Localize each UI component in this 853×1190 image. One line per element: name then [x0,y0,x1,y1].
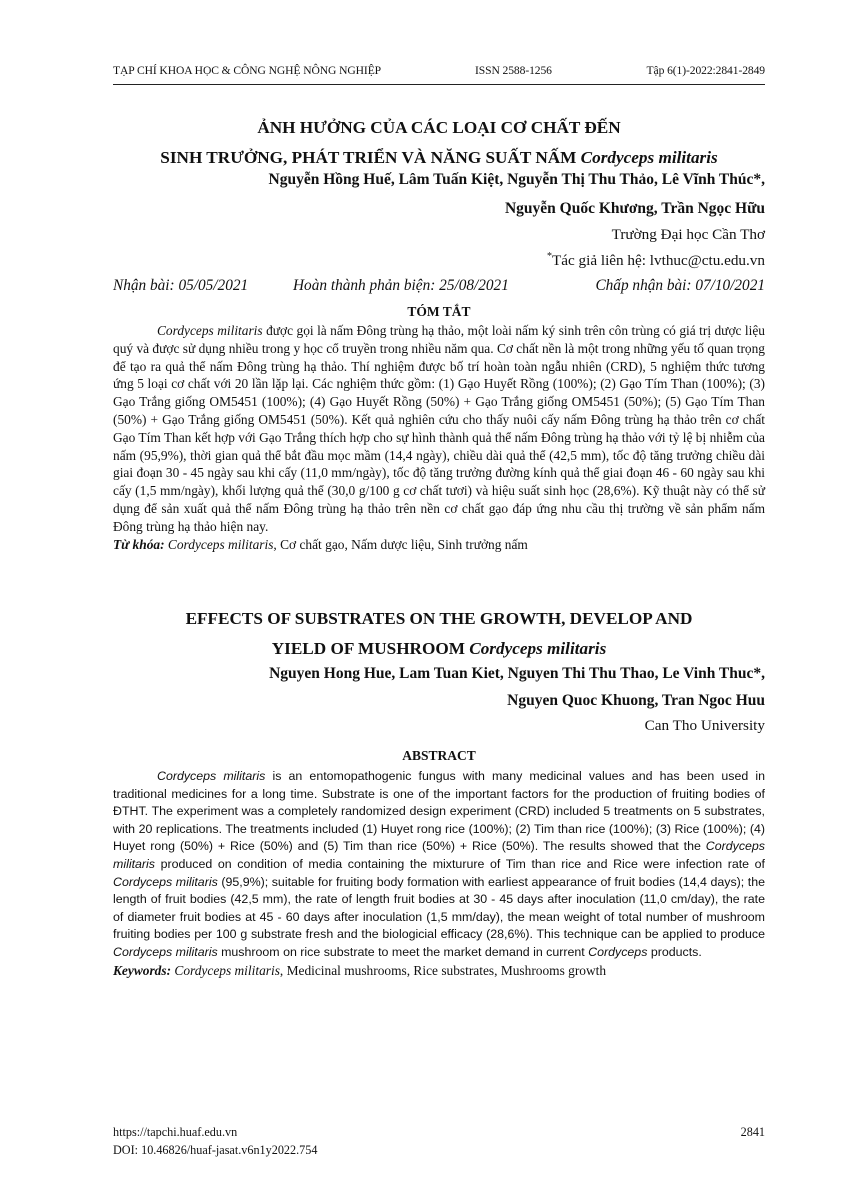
vi-keywords-label: Từ khóa: [113,536,165,552]
corresponding-mark: * [546,251,552,262]
abstract-text-5: products. [647,944,702,959]
corresponding-text: Tác giả liên hệ: lvthuc@ctu.edu.vn [551,252,765,270]
vi-summary [113,322,765,553]
journal-url[interactable]: https://tapchi.huaf.edu.vn [113,1125,238,1139]
en-title-line2-text: YIELD OF MUSHROOM [271,639,470,658]
en-authors-line2: Nguyen Quoc Khuong, Tran Ngoc Huu [507,692,765,709]
abstract-species-4: Cordyceps militaris [113,944,218,959]
issn: ISSN 2588-1256 [475,64,552,77]
summary-heading: TÓM TẮT [407,304,471,319]
abstract-text-1: is an entomopathogenic fungus with many medicinal values and has been used in traditional medicines for a long time. Substrate is one of the important factors for the production of fruiting bodies of ĐTHT. The experiment was a completely randomized design experiment (CRD) included 5 treatments on 5 substrates, with 20 replications. The treatments included (1) Huyet rong rice (100%); (2) Tim than rice (100%); (3) Rice (100%); (4) Huyet rong (50%) + Rice (50%) and (5) Tim than rice (50%) + Rice (50%). The results showed that the [113,769,766,854]
article-dates [113,277,765,299]
abstract-genus: Cordyceps [588,944,648,959]
vi-summary-species: Cordyceps militaris [157,323,263,338]
vi-title-line2 [113,143,765,173]
abstract-text-3: (95,9%); suitable for fruiting body formation with earliest appearance of fruit bodies (14,4 days); the length of fruit bodies (42,5 mm), the rate of length fruit bodies at 30 - 45 days after inoculation (11,0 cm/day), the rate of diameter fruit bodies at 45 - 60 days after inoculation (1,5 mm/day), the mean weight of total number of mushroom fruiting bodies per 100 g substrate fresh and the biologicial efficacy (28,6%). This technique can be applied to produce [113,874,766,942]
vi-authors-line1: Nguyễn Hồng Huế, Lâm Tuấn Kiệt, Nguyễn Thị Thu Thảo, Lê Vĩnh Thúc*, [268,171,765,188]
journal-name: TẠP CHÍ KHOA HỌC & CÔNG NGHỆ NÔNG NGHIỆP [113,64,382,77]
en-title-species: Cordyceps militaris [469,639,607,658]
abstract-species-3: Cordyceps militaris [113,874,218,889]
revised-date [293,277,509,295]
en-abstract [113,768,765,979]
volume-pages: Tập 6(1)-2022:2841-2849 [646,64,765,77]
vi-keywords-rest: , Cơ chất gạo, Nấm dược liệu, Sinh trưởng nấm [273,536,528,552]
en-keywords [113,962,765,980]
doi[interactable]: DOI: 10.46826/huaf-jasat.v6n1y2022.754 [113,1143,318,1157]
abstract-text-4: mushroom on rice substrate to meet the market demand in current [217,944,589,959]
vi-summary-text: được gọi là nấm Đông trùng hạ thảo, một loài nấm ký sinh trên côn trùng có giá trị dược liệu quý và được sử dụng nhiều trong y học cổ truyền trong nhiều năm qua. Cơ chất nền là một trong những yếu tố quan trọng để tạo ra quả thể nấm Đông trùng hạ thảo. Thí nghiệm được bố trí hoàn toàn ngẫu nhiên (CRD), 5 nghiệm thức tương ứng 5 loại cơ chất với 20 lần lặp lại. Các nghiệm thức gồm: (1) Gạo Huyết Rồng (100%); (2) Gạo Tím Than (100%); (3) Gạo Trắng giống OM5451 (100%); (4) Gạo Huyết Rồng (50%) + Gạo Trắng giống OM5451 (50%); (5) Gạo Tím Than (50%) + Gạo Trắng giống OM5451 (50%). Kết quả nghiên cứu cho thấy nuôi cấy nấm Đông trùng hạ thảo trên cơ chất Gạo Tím Than kết hợp với Gạo Trắng thích hợp cho sự hình thành quả thể nấm Đông trùng hạ thảo với tỷ lệ bị nhiễm của nấm (95,9%), thời gian quả thể bắt đầu mọc mầm (14,4 ngày), chiều dài quả thể (42,5 mm), tốc độ tăng trưởng chiều dài giai đoạn 30 - 45 ngày sau khi cấy (11,0 mm/ngày), tốc độ tăng trưởng đường kính quả thể giai đoạn 46 - 60 ngày sau khi cấy (1,5 mm/ngày), khối lượng quả thể (30,0 g/100 g cơ chất tươi) và hiệu suất sinh học (28,6%). Kỹ thuật này có thể sử dụng để sản xuất quả thể nấm Đông trùng hạ thảo trên nền cơ chất gạo đáp ứng nhu cầu thị trường về sản phẩm nấm Đông trùng hạ thảo hiện nay. [113,323,765,534]
corresponding-author [113,251,765,270]
page-number: 2841 [740,1125,765,1139]
vi-title-line1: ẢNH HƯỞNG CỦA CÁC LOẠI CƠ CHẤT ĐẾN [257,118,621,137]
vi-title-line2-text: SINH TRƯỞNG, PHÁT TRIỂN VÀ NĂNG SUẤT NẤM [160,148,581,167]
accepted-value: 07/10/2021 [695,277,765,294]
vi-summary-body [113,322,765,536]
abstract-species-2: Cordyceps militaris [113,839,765,871]
en-keywords-label: Keywords: [113,962,172,978]
received-value: 05/05/2021 [178,277,249,294]
running-header [113,64,765,84]
abstract-species-1: Cordyceps militaris [157,769,266,783]
abstract-heading: ABSTRACT [402,748,476,763]
vi-authors-line2: Nguyễn Quốc Khương, Trần Ngọc Hữu [504,200,765,217]
en-title [113,604,765,664]
received-date [113,277,248,295]
abstract-text-2: produced on condition of media containing the mixturure of Tim than rice and Rice were infection rate of [155,856,765,871]
vi-title [113,113,765,173]
vi-title-species: Cordyceps militaris [580,148,718,167]
en-keywords-rest: , Medicinal mushrooms, Rice substrates, Mushrooms growth [279,962,607,978]
en-title-line1: EFFECTS OF SUBSTRATES ON THE GROWTH, DEVELOP AND [185,609,693,628]
vi-keywords-species: Cordyceps militaris [167,536,274,552]
en-authors-line1: Nguyen Hong Hue, Lam Tuan Kiet, Nguyen Thi Thu Thao, Le Vinh Thuc*, [269,665,765,682]
en-keywords-species: Cordyceps militaris [174,962,280,978]
accepted-label: Chấp nhận bài: [595,277,692,294]
received-label: Nhận bài: [113,277,175,294]
revised-value: 25/08/2021 [439,277,509,294]
en-affiliation: Can Tho University [644,717,765,734]
en-abstract-body [113,768,765,962]
header-divider [113,84,765,85]
revised-label: Hoàn thành phản biện: [293,277,436,294]
vi-keywords [113,536,765,554]
vi-affiliation: Trường Đại học Cần Thơ [611,226,765,243]
en-title-line2 [113,634,765,664]
accepted-date [595,277,765,295]
